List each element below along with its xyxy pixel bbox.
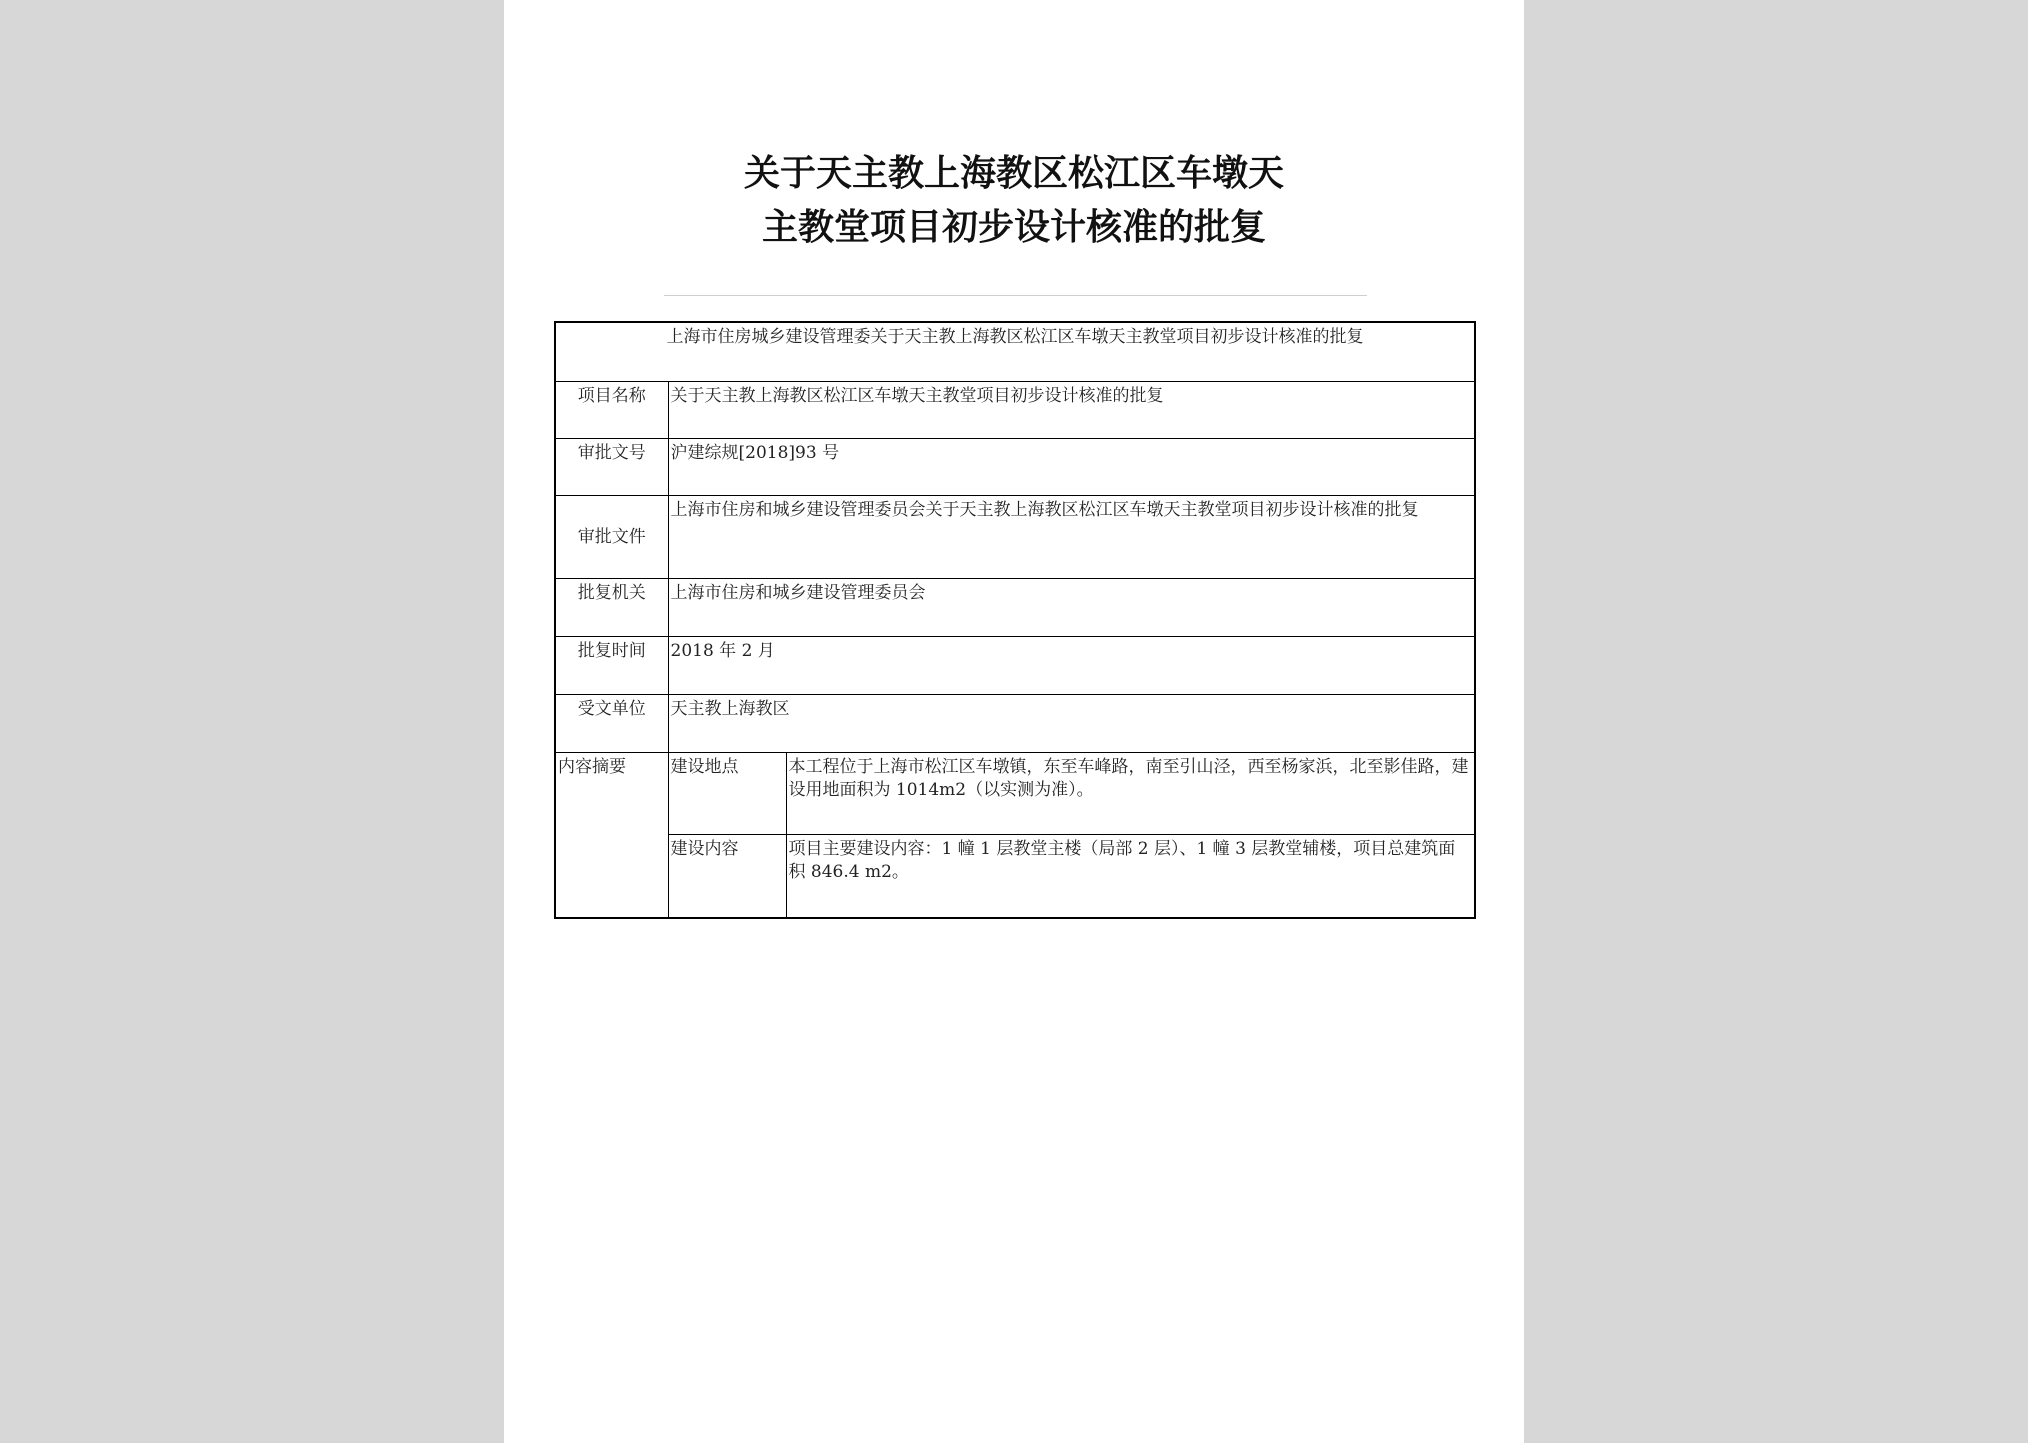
table-header-cell: 上海市住房城乡建设管理委关于天主教上海教区松江区车墩天主教堂项目初步设计核准的批复: [555, 322, 1475, 382]
row-value-approval-document: 上海市住房和城乡建设管理委员会关于天主教上海教区松江区车墩天主教堂项目初步设计核准的批复: [668, 496, 1475, 579]
row-value-approval-date: 2018 年 2 月: [668, 637, 1475, 695]
row-label-approving-authority: 批复机关: [555, 579, 668, 637]
title-line-2: 主教堂项目初步设计核准的批复: [761, 206, 1266, 248]
table-row: [555, 382, 1475, 439]
table-row: [555, 439, 1475, 496]
row-value-approving-authority: 上海市住房和城乡建设管理委员会: [668, 579, 1475, 637]
row-value-project-name: 关于天主教上海教区松江区车墩天主教堂项目初步设计核准的批复: [668, 382, 1475, 439]
title-divider: [664, 295, 1367, 296]
row-value-recipient: 天主教上海教区: [668, 695, 1475, 753]
approval-info-table: [554, 321, 1476, 919]
row-label-approval-number: 审批文号: [555, 439, 668, 496]
table-header-row: [555, 322, 1475, 382]
summary-label-content: 建设内容: [668, 835, 786, 918]
row-label-approval-date: 批复时间: [555, 637, 668, 695]
summary-label-site: 建设地点: [668, 753, 786, 835]
table-row: [555, 835, 1475, 918]
table-row: [555, 753, 1475, 835]
summary-value-content: 项目主要建设内容：1 幢 1 层教堂主楼（局部 2 层）、1 幢 3 层教堂辅楼，项目总建筑面积 846.4 m2。: [786, 835, 1475, 918]
title-line-1: 关于天主教上海教区松江区车墩天: [743, 152, 1284, 194]
table-row: [555, 637, 1475, 695]
summary-value-site: 本工程位于上海市松江区车墩镇，东至车峰路，南至引山泾，西至杨家浜，北至影佳路，建设用地面积为 1014m2（以实测为准）。: [786, 753, 1475, 835]
row-label-project-name: 项目名称: [555, 382, 668, 439]
summary-label: 内容摘要: [555, 753, 668, 918]
row-label-approval-document: 审批文件: [555, 496, 668, 579]
table-row: [555, 695, 1475, 753]
table-row: [555, 496, 1475, 579]
row-value-approval-number: 沪建综规[2018]93 号: [668, 439, 1475, 496]
table-row: [555, 579, 1475, 637]
document-title: [504, 146, 1524, 254]
row-label-recipient: 受文单位: [555, 695, 668, 753]
document-page: [504, 0, 1524, 1443]
